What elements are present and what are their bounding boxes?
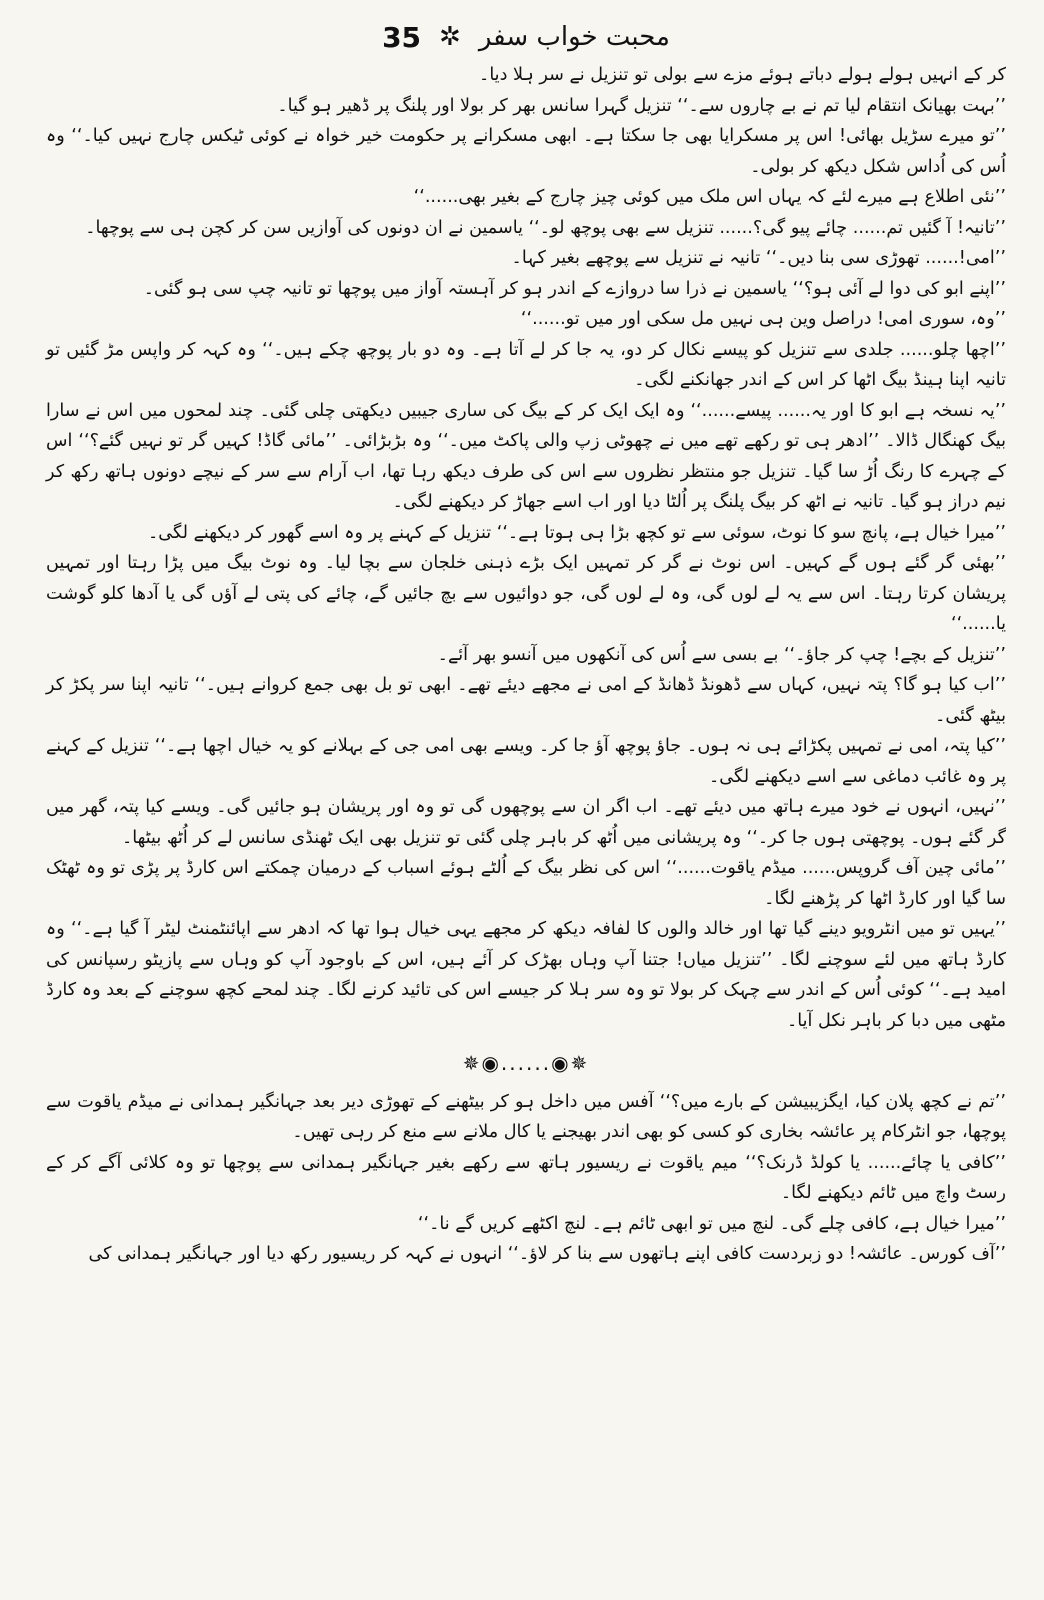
paragraph: ’’یہیں تو میں انٹرویو دینے گیا تھا اور خالد والوں کا لفافہ دیکھ کر مجھے یہی خیال ہوا تھا کہ ادھر سے اپائنٹمنٹ لیٹر آ گیا ہے۔‘‘ وہ کارڈ ہاتھ میں لئے سوچنے لگا۔ ’’تنزیل میاں! جتنا آپ وہاں بھڑک کر آئے ہیں، اس کے باوجود آپ کو وہاں سے پازیٹو رسپانس کی امید ہے۔‘‘ کوئی اُس کے اندر سے چہک کر بولا تو وہ سر ہلا کر جیسے اس کی تائید کرنے لگا۔ چند لمحے کچھ سوچنے کے بعد وہ کارڈ مٹھی میں دبا کر باہر نکل آیا۔ xyxy=(46,919,1006,1031)
paragraph: ’’وہ، سوری امی! دراصل وین ہی نہیں مل سکی اور میں تو......‘‘ xyxy=(520,309,1006,329)
paragraph: کر کے انہیں ہولے ہولے دباتے ہوئے مزے سے بولی تو تنزیل نے سر ہلا دیا۔ xyxy=(479,65,1006,85)
paragraph: ’’کیا پتہ، امی نے تمہیں پکڑائے ہی نہ ہوں۔ جاؤ پوچھ آؤ جا کر۔ ویسے بھی امی جی کے بہلانے کو یہ خیال اچھا ہے۔‘‘ تنزیل کے کہنے پر وہ غائب دماغی سے اسے دیکھنے لگی۔ xyxy=(46,736,1006,787)
body-text xyxy=(46,60,1006,1270)
section-divider: ✵◉......◉✵ xyxy=(462,1051,590,1075)
paragraph: ’’تو میرے سڑیل بھائی! اس پر مسکرایا بھی جا سکتا ہے۔ ابھی مسکرانے پر حکومت خیر خواہ نے کوئی ٹیکس چارج نہیں کیا۔‘‘ وہ اُس کی اُداس شکل دیکھ کر بولی۔ xyxy=(46,126,1006,177)
page-header xyxy=(46,14,1006,60)
paragraph: ’’نہیں، انہوں نے خود میرے ہاتھ میں دیئے تھے۔ اب اگر ان سے پوچھوں گی تو وہ اور پریشان ہو جائیں گی۔ ویسے کیا پتہ، گھر میں گر گئے ہوں۔ پوچھتی ہوں جا کر۔‘‘ وہ پریشانی میں اُٹھ کر باہر چلی گئی تو تنزیل بھی ایک ٹھنڈی سانس لے کر اُٹھ بیٹھا۔ xyxy=(46,797,1006,848)
paragraph: ’’بھئی گر گئے ہوں گے کہیں۔ اس نوٹ نے گر کر تمہیں ایک بڑے ذہنی خلجان سے بچا لیا۔ وہ نوٹ بیگ میں پڑا رہتا اور تمہیں پریشان کرتا رہتا۔ اس سے یہ لے لوں گی، وہ لے لوں گی، جو دوائیوں سے بچ جائیں گے، چائے کی پتی لے آؤں گی یا آدھا کلو گوشت یا......‘‘ xyxy=(46,553,1006,634)
paragraph: ’’اچھا چلو...... جلدی سے تنزیل کو پیسے نکال کر دو، یہ جا کر لے آتا ہے۔ وہ دو بار پوچھ چکے ہیں۔‘‘ وہ کہہ کر واپس مڑ گئیں تو تانیہ اپنا ہینڈ بیگ اٹھا کر اس کے اندر جھانکنے لگی۔ xyxy=(46,339,1006,390)
paragraph: ’’بہت بھیانک انتقام لیا تم نے بے چاروں سے۔‘‘ تنزیل گہرا سانس بھر کر بولا اور پلنگ پر ڈھیر ہو گیا۔ xyxy=(277,95,1006,116)
paragraph: ’’میرا خیال ہے، پانچ سو کا نوٹ، سوئی سے تو کچھ بڑا ہی ہوتا ہے۔‘‘ تنزیل کے کہنے پر وہ اسے گھور کر دیکھنے لگی۔ xyxy=(147,522,1006,543)
paragraph: ’’مائی چین آف گروپس...... میڈم یاقوت......‘‘ اس کی نظر بیگ کے اُلٹے ہوئے اسباب کے درمیان چمکتے اس کارڈ پر پڑی تو وہ ٹھٹک سا گیا اور کارڈ اٹھا کر پڑھنے لگا۔ xyxy=(46,858,1006,909)
book-title: محبت خواب سفر xyxy=(478,22,670,52)
header-ornament-icon: ✲ xyxy=(439,22,461,52)
paragraph: ’’تم نے کچھ پلان کیا، ایگزیبیشن کے بارے میں؟‘‘ آفس میں داخل ہو کر بیٹھنے کے تھوڑی دیر بعد جہانگیر ہمدانی نے میڈم یاقوت سے پوچھا، جو انٹرکام پر عائشہ بخاری کو کسی کو بھی اندر بھیجنے یا کال ملانے سے منع کر رہی تھیں۔ xyxy=(46,1091,1006,1142)
paragraph: ’’امی!...... تھوڑی سی بنا دیں۔‘‘ تانیہ نے تنزیل سے پوچھے بغیر کہا۔ xyxy=(511,248,1006,268)
paragraph: ’’آف کورس۔ عائشہ! دو زبردست کافی اپنے ہاتھوں سے بنا کر لاؤ۔‘‘ انہوں نے کہہ کر ریسیور رکھ دیا اور جہانگیر ہمدانی کی xyxy=(88,1244,1006,1264)
paragraph: ’’تنزیل کے بچے! چپ کر جاؤ۔‘‘ بے بسی سے اُس کی آنکھوں میں آنسو بھر آئے۔ xyxy=(437,644,1006,665)
paragraph: ’’تانیہ! آ گئیں تم...... چائے پیو گی؟...... تنزیل سے بھی پوچھ لو۔‘‘ یاسمین نے ان دونوں کی آوازیں سن کر کچن ہی سے پوچھا۔ xyxy=(85,217,1006,238)
paragraph: ’’میرا خیال ہے، کافی چلے گی۔ لنچ میں تو ابھی ٹائم ہے۔ لنچ اکٹھے کریں گے نا۔‘‘ xyxy=(417,1213,1006,1234)
paragraph: ’’اب کیا ہو گا؟ پتہ نہیں، کہاں سے ڈھونڈ ڈھانڈ کے امی نے مجھے دیئے تھے۔ ابھی تو بل بھی جمع کروانے ہیں۔‘‘ تانیہ اپنا سر پکڑ کر بیٹھ گئی۔ xyxy=(46,675,1006,726)
paragraph: ’’نئی اطلاع ہے میرے لئے کہ یہاں اس ملک میں کوئی چیز چارج کے بغیر بھی......‘‘ xyxy=(413,187,1006,207)
paragraph: ’’یہ نسخہ ہے ابو کا اور یہ...... پیسے......‘‘ وہ ایک ایک کر کے بیگ کی ساری جیبیں دیکھتی چلی گئی۔ چند لمحوں میں اس نے سارا بیگ کھنگال ڈالا۔ ’’ادھر ہی تو رکھے تھے میں نے چھوٹی زپ والی پاکٹ میں۔‘‘ وہ بڑبڑائی۔ ’’مائی گاڈ! کہیں گر تو نہیں گئے؟‘‘ اس کے چہرے کا رنگ اُڑ سا گیا۔ تنزیل جو منتظر نظروں سے اس کی طرف دیکھ رہا تھا، اب آرام سے سر کے نیچے دونوں ہاتھ رکھ کر نیم دراز ہو گیا۔ تانیہ نے اٹھ کر بیگ پلنگ پر اُلٹا دیا اور اب اسے جھاڑ کر دیکھنے لگی۔ xyxy=(46,400,1006,512)
paragraph: ’’کافی یا چائے...... یا کولڈ ڈرنک؟‘‘ میم یاقوت نے ریسیور ہاتھ سے رکھے بغیر جہانگیر ہمدانی سے پوچھا تو وہ کلائی آگے کر کے رسٹ واچ میں ٹائم دیکھنے لگا۔ xyxy=(46,1152,1006,1203)
page-number: 35 xyxy=(382,20,422,54)
paragraph: ’’اپنے ابو کی دوا لے آئی ہو؟‘‘ یاسمین نے ذرا سا دروازے کے اندر ہو کر آہستہ آواز میں پوچھا تو تانیہ چپ سی ہو گئی۔ xyxy=(143,278,1006,299)
